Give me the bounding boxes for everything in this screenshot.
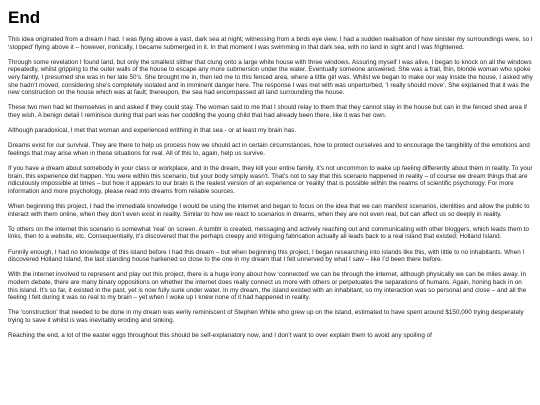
paragraph-internet-irony: With the internet involved to represent and play out this project, there is a huge irony about how ‘connected’ we can be through the internet, although physically we can be miles away. In modern debate, there are many binary oppositions on whether the internet does really connect us more with others or perpetuates the separations of humans. Again, honing back in on this island. It’s so far, it existed in the past, yet is now fully sunk under water. In my dream, the island existed with an inhabitant, so my interaction was so personal and close – and all the feeling I felt during it was so real to my brain – yet when I woke up I knew none of it had happened in reality. bbox=[8, 271, 527, 302]
paragraph-internet-scenario: To others on the internet this scenario is somewhat ‘real’ on screen. A tumblr is created, messaging and actively reaching out and communicating with other bloggers, which leads them to links, then to a website, etc. Consequentially, it’s discovered that the perhaps creepy and intriguing fabrication actually all leads back to a real island that existed; Holland Island. bbox=[8, 225, 529, 241]
paragraph-dream-reality: If you have a dream about somebody in your class or workplace, and in the dream, they kill your entire family, it’s not uncommon to wake up feeling differently about them in reality. To your brain, this experience did happen. You were within this scenario, but your body simply wasn’t. That’s not to say that this scenario happened in reality – of course we dream things that are ridiculously impossible at times – but how it appears to our brain is the realest version of an experience or ‘reality’ that is possible within the realms of scientific psychology. For more information and more psychology, please read into dreams from reliable sources. bbox=[8, 165, 533, 195]
paragraph-white-house: Through some revelation I found land, but only the smallest slither that clung onto a large white house with three windows. Assuring myself I was alive, I began to knock on all the windows repeatedly, whilst gripping to the outer walls of the house to escape any more submersion under the water. Eventually someone answered. She was a frail, thin, blonde woman who spoke very faintly, I presumed she was in her late 50’s. She brought me in, then led me to this fenced area, where a little girl was. Whilst we began to make our way inside the house, I asked why she hadn’t moved, considering she’s completely isolated and in imminent danger here. The response I was met with was unperturbed, ‘I really should move’. She explained that it was the new construction on the house which was at fault; thereupon, the sea had encompassed all land surrounding the house. bbox=[8, 58, 533, 97]
paragraph-two-men: These two men had let themselves in and asked if they could stay. The woman said to me that I should relay to them that they cannot stay in the house but can in the fenced shed area if they wish. A benign detail I reminisce during that part was her coddling the young child that had already been there, like it was her own. bbox=[8, 104, 527, 119]
paragraph-construction: The ‘construction’ that needed to be done in my dream was eerily reminiscent of Stephen White who grew up on the island, estimated to have spent around $150,000 trying desperately trying to save it whilst is was inevitably eroding and sinking. bbox=[8, 309, 524, 324]
paragraph-dreams-survival: Dreams exist for our survival. They are there to help us process how we should act in certain circumstances, how to protect ourselves and to encourage the tangibility of the emotions and feelings that may arise when in these situations for real. All of this to, again, help us survive. bbox=[8, 142, 530, 157]
paragraph-paradox: Although paradoxical, I met that woman and experienced writhing in that sea - or at least my brain has. bbox=[8, 127, 297, 135]
paragraph-reaching-end: Reaching the end, a lot of the easter eggs throughout this should be self-explanatory now, and I don’t want to over explain them to avoid any spoiling of bbox=[8, 332, 432, 340]
paragraph-holland-island: Funnily enough, I had no knowledge of this island before I had this dream – but when beginning this project, I began researching into islands like this, with little to no inhabitants. When I discovered Holland Island, the last standing house harkened so close to the one in my dream that I felt unnerved by what I saw – like I’d been there before. bbox=[8, 248, 525, 264]
page-title: End bbox=[8, 8, 41, 27]
paragraph-project-beginning: When beginning this project, I had the immediate knowledge I would be using the internet and began to focus on the idea that we can manifest scenarios, identities and allow the public to interact with them online, when they don’t even exist in reality. Similar to how we react to scenarios in dreams, when they are not even real, but can affect us so deeply in reality. bbox=[8, 203, 530, 218]
paragraph-dream-origin: This idea originated from a dream I had. I was flying above a vast, dark sea at night; witnessing from a birds eye view. I had a sudden realisation of how sinister my surroundings were, so I ‘stopped’ flying above it – however, ironically, I became submerged in it. In that moment I was swimming in that dark sea, with no land in sight and I was frightened. bbox=[8, 36, 533, 51]
